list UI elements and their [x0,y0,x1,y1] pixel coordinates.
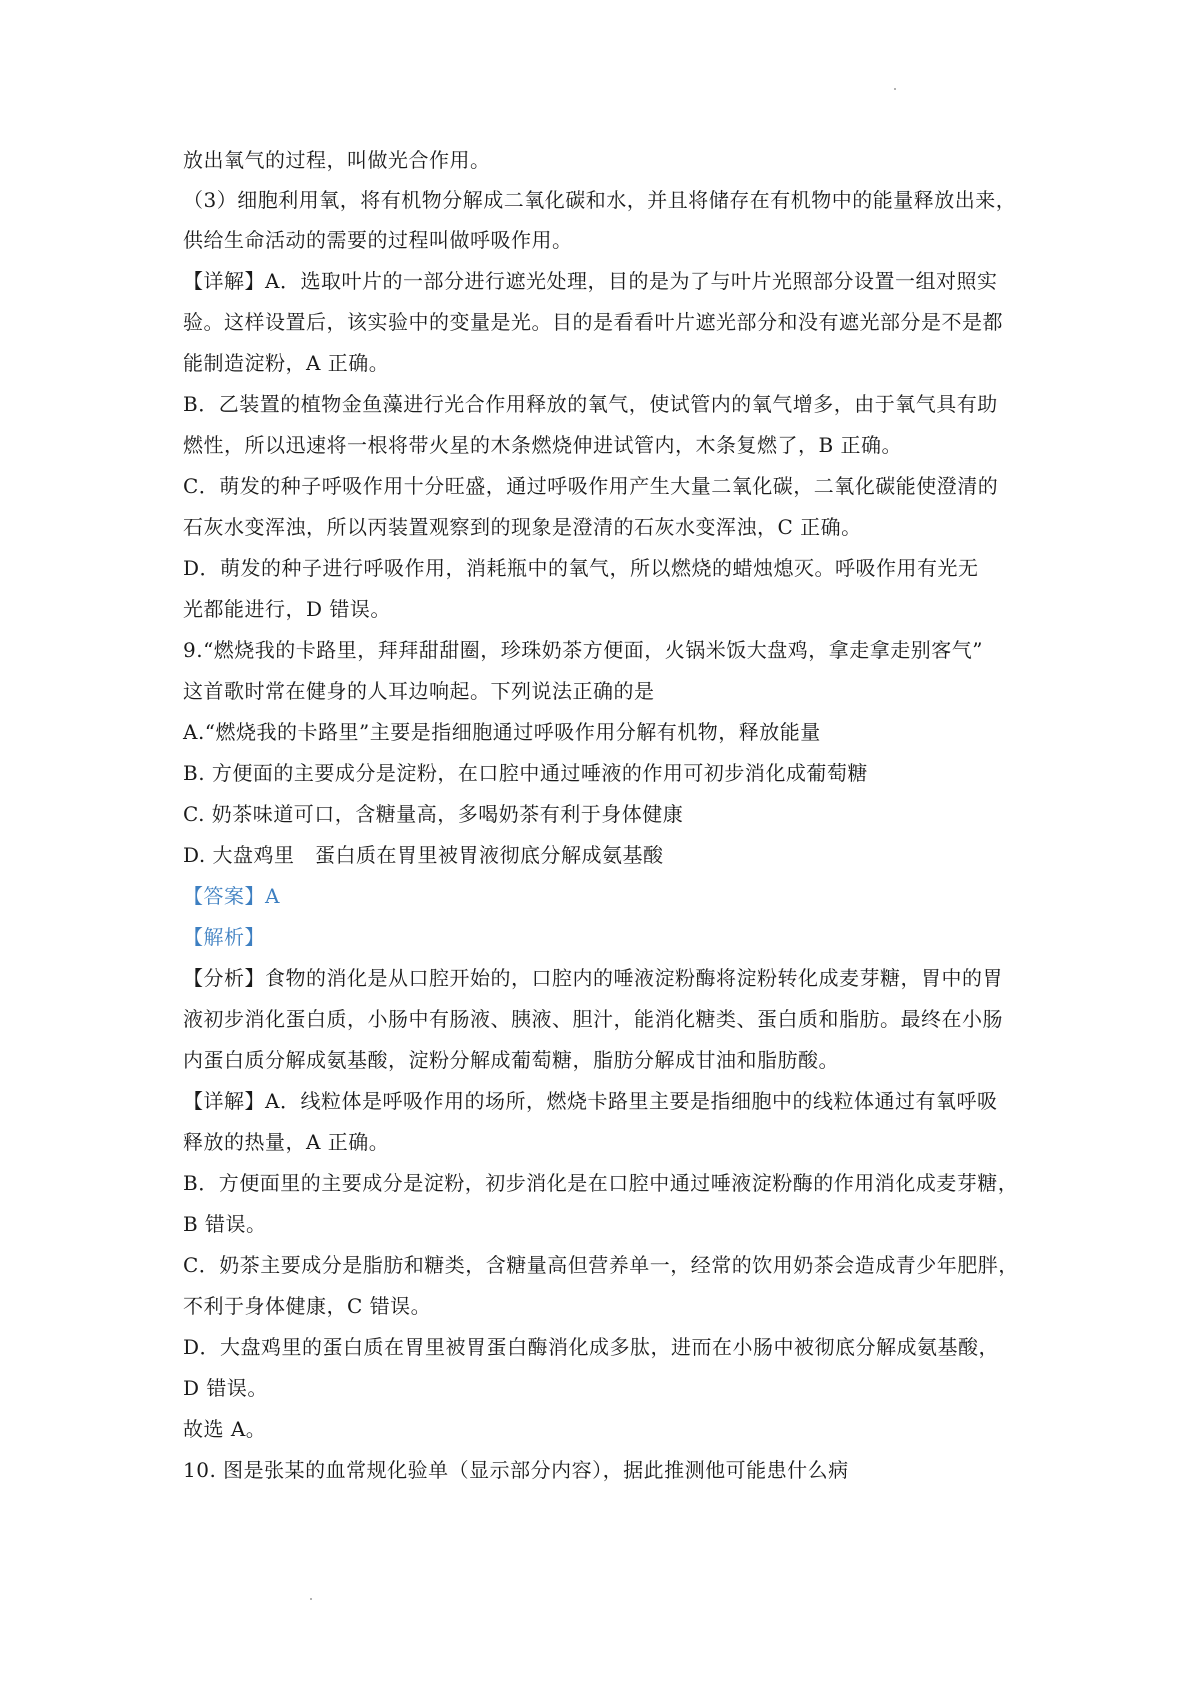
text-line: 【详解】A．线粒体是呼吸作用的场所，燃烧卡路里主要是指细胞中的线粒体通过有氧呼吸 [183,1089,998,1113]
question-9-stem: 这首歌时常在健身的人耳边响起。下列说法正确的是 [183,679,655,703]
option-b: B. 方便面的主要成分是淀粉，在口腔中通过唾液的作用可初步消化成葡萄糖 [183,761,868,785]
text-line: 石灰水变浑浊，所以丙装置观察到的现象是澄清的石灰水变浑浊，C 正确。 [183,515,862,539]
scan-speck [894,88,896,90]
text-line: 【详解】A．选取叶片的一部分进行遮光处理，目的是为了与叶片光照部分设置一组对照实 [183,269,998,293]
option-a: A.“燃烧我的卡路里”主要是指细胞通过呼吸作用分解有机物，释放能量 [183,720,821,744]
text-line: B 错误。 [183,1212,267,1236]
text-line: C．萌发的种子呼吸作用十分旺盛，通过呼吸作用产生大量二氧化碳，二氧化碳能使澄清的 [183,474,999,498]
text-line: 放出氧气的过程，叫做光合作用。 [183,148,491,172]
text-line: B．乙装置的植物金鱼藻进行光合作用释放的氧气，使试管内的氧气增多，由于氧气具有助 [183,392,998,416]
scan-speck [310,1598,312,1600]
option-c: C. 奶茶味道可口，含糖量高，多喝奶茶有利于身体健康 [183,802,684,826]
text-line: 能制造淀粉，A 正确。 [183,351,390,375]
text-line: 液初步消化蛋白质，小肠中有肠液、胰液、胆汁，能消化糖类、蛋白质和脂肪。最终在小肠 [183,1007,1003,1031]
text-line: 故选 A。 [183,1417,267,1441]
text-line: 释放的热量，A 正确。 [183,1130,390,1154]
text-line: 内蛋白质分解成氨基酸，淀粉分解成葡萄糖，脂肪分解成甘油和脂肪酸。 [183,1048,839,1072]
text-line: 验。这样设置后，该实验中的变量是光。目的是看看叶片遮光部分和没有遮光部分是不是都 [183,310,1003,334]
text-line: （3）细胞利用氧，将有机物分解成二氧化碳和水，并且将储存在有机物中的能量释放出来， [183,188,1017,212]
text-line: C．奶茶主要成分是脂肪和糖类，含糖量高但营养单一，经常的饮用奶茶会造成青少年肥胖， [183,1253,1019,1277]
option-d: D. 大盘鸡里 蛋白质在胃里被胃液彻底分解成氨基酸 [183,843,664,867]
text-line: 【分析】食物的消化是从口腔开始的，口腔内的唾液淀粉酶将淀粉转化成麦芽糖，胃中的胃 [183,966,1003,990]
text-line: 光都能进行，D 错误。 [183,597,391,621]
text-line: 燃性，所以迅速将一根将带火星的木条燃烧伸进试管内，木条复燃了，B 正确。 [183,433,903,457]
text-line: D．大盘鸡里的蛋白质在胃里被胃蛋白酶消化成多肽，进而在小肠中被彻底分解成氨基酸， [183,1335,1000,1359]
analysis-label: 【解析】 [183,925,265,949]
text-line: D．萌发的种子进行呼吸作用，消耗瓶中的氧气，所以燃烧的蜡烛熄灭。呼吸作用有光无 [183,556,979,580]
text-line: 不利于身体健康，C 错误。 [183,1294,432,1318]
question-10-stem: 10. 图是张某的血常规化验单（显示部分内容），据此推测他可能患什么病 [183,1458,849,1482]
text-line: B．方便面里的主要成分是淀粉，初步消化是在口腔中通过唾液淀粉酶的作用消化成麦芽糖， [183,1171,1019,1195]
text-line: D 错误。 [183,1376,268,1400]
question-9-stem: 9.“燃烧我的卡路里，拜拜甜甜圈，珍珠奶茶方便面，火锅米饭大盘鸡，拿走拿走别客气” [183,638,984,662]
answer-label: 【答案】A [183,884,280,908]
text-line: 供给生命活动的需要的过程叫做呼吸作用。 [183,228,573,252]
